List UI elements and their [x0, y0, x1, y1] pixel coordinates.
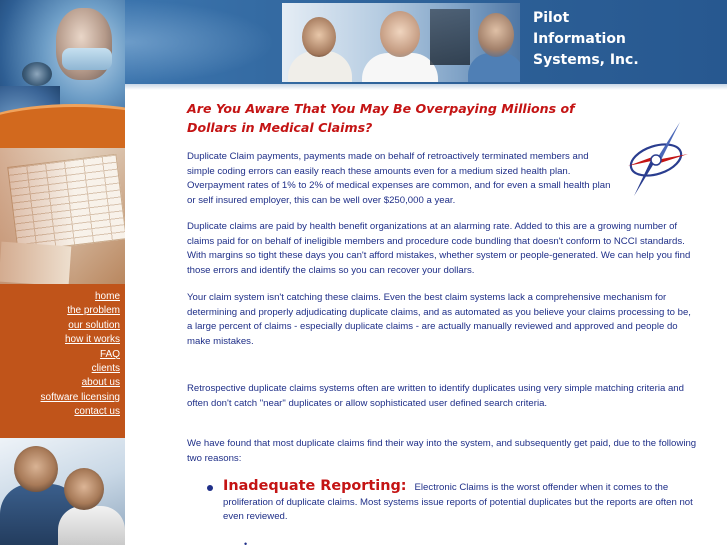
- list-item-inadequate-reporting: [207, 479, 697, 525]
- nav-link-our-solution[interactable]: our solution: [68, 319, 120, 331]
- claim-forms-photo: [0, 148, 125, 284]
- paragraph-overpayment: Duplicate Claim payments, payments made on behalf of retroactively terminated members and simple coding errors can easily reach these amounts even for a medium sized health plan. Overpayment rates of 1% to 2% of medical expenses are common, and for even a small health plan or self insured employer, this can be well over $250,000 a year.: [187, 151, 611, 206]
- page-headline: Are You Aware That You May Be Overpaying Millions of Dollars in Medical Claims?: [187, 101, 575, 135]
- bullet-icon: [207, 485, 213, 491]
- paragraph-duplicate-claims: Duplicate claims are paid by health benefit organizations at an alarming rate. Added to this are a growing number of claims paid for on behalf of ineligible members and procedure code bundling that doesn't conform to NCCI standards. With margins so tight these days you can't afford mistakes, whether system or people-generated. We can help you find those errors and identify the claims so you can recover your dollars.: [187, 221, 691, 276]
- nav-link-software-licensing[interactable]: software licensing: [40, 391, 120, 403]
- company-name-line-2: Information: [533, 31, 626, 47]
- next-bullet-icon: •: [244, 539, 248, 545]
- company-name: [533, 8, 723, 71]
- nav-link-the-problem[interactable]: the problem: [67, 305, 120, 317]
- paragraph-two-reasons: We have found that most duplicate claims find their way into the system, and subsequently get paid, due to the following two reasons:: [187, 438, 697, 464]
- nav-link-clients[interactable]: clients: [91, 363, 120, 375]
- bullet-heading: Inadequate Reporting:: [223, 478, 407, 494]
- header-banner: [125, 0, 727, 84]
- paragraph-retrospective: Retrospective duplicate claims systems often are written to identify duplicates using very simple matching criteria and often don't catch "near" duplicates or allow sophisticated user defined search criteria.: [187, 383, 684, 409]
- nav-link-contact-us[interactable]: contact us: [74, 406, 120, 418]
- nav-link-home[interactable]: home: [94, 291, 120, 302]
- header-shadow: [125, 84, 727, 90]
- business-people-photo: [0, 438, 125, 545]
- medical-team-photo: [282, 3, 520, 82]
- company-name-line-1: Pilot: [533, 10, 570, 26]
- bullet-text: Electronic Claims is the worst offender when it comes to the proliferation of duplicate claims. Most systems issue reports of potential duplicates but the reports are often not even reviewed.: [223, 482, 693, 523]
- nav-link-faq[interactable]: FAQ: [99, 348, 120, 360]
- company-name-line-3: Systems, Inc.: [533, 52, 639, 68]
- left-column: [0, 0, 125, 545]
- paragraph-claim-system: Your claim system isn't catching these claims. Even the best claim systems lack a comprehensive mechanism for determining and properly adjudicating duplicate claims, and as automated as you believe your claims processing to be, a large percent of claims - especially duplicate claims - are actually manually reviewed and approved and people do make mistakes.: [187, 292, 691, 347]
- compass-logo-icon: [622, 118, 694, 198]
- nav-link-how-it-works[interactable]: how it works: [64, 334, 120, 346]
- side-navigation: [0, 284, 125, 438]
- nav-link-about-us[interactable]: about us: [81, 377, 120, 389]
